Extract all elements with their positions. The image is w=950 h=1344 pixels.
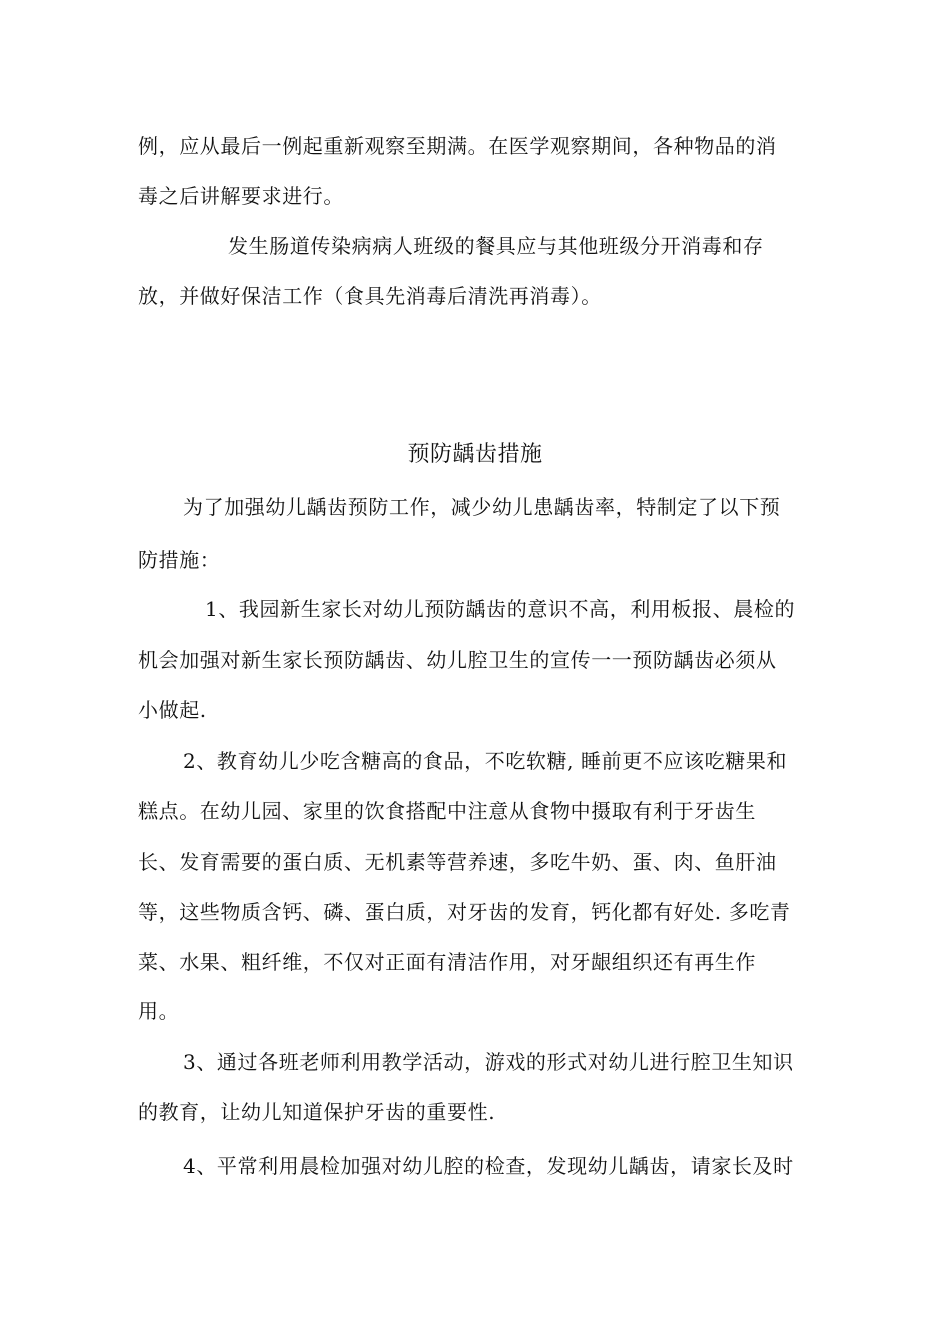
item-2-line: 糕点。在幼儿园、家里的饮食搭配中注意从食物中摄取有利于牙齿生: [138, 799, 756, 823]
intro-line: 为了加强幼儿龋齿预防工作，减少幼儿患龋齿率，特制定了以下预: [183, 495, 781, 519]
item-1-line: 1、我园新生家长对幼儿预防龋齿的意识不高，利用板报、晨检的: [205, 597, 796, 621]
body-text-line: 例，应从最后一例起重新观察至期满。在医学观察期间，各种物品的消: [138, 134, 777, 158]
intro-line: 防措施：: [138, 548, 221, 572]
body-text-line: 放，并做好保洁工作（食具先消毒后清洗再消毒）。: [138, 284, 602, 308]
body-text-line: 发生肠道传染病病人班级的餐具应与其他班级分开消毒和存: [228, 234, 764, 258]
item-1-line: 机会加强对新生家长预防龋齿、幼儿腔卫生的宣传一一预防龋齿必须从: [138, 648, 777, 672]
item-1-line: 小做起.: [138, 698, 207, 722]
section-title: 预防龋齿措施: [407, 442, 543, 467]
item-4-line: 4、平常利用晨检加强对幼儿腔的检查，发现幼儿龋齿，请家长及时: [183, 1154, 794, 1178]
item-2-line: 长、发育需要的蛋白质、无机素等营养速，多吃牛奶、蛋、肉、鱼肝油: [138, 850, 777, 874]
item-3-line: 3、通过各班老师利用教学活动，游戏的形式对幼儿进行腔卫生知识: [183, 1050, 794, 1074]
item-2-line: 菜、水果、粗纤维，不仅对正面有清洁作用，对牙龈组织还有再生作: [138, 950, 756, 974]
item-2-line: 用。: [138, 999, 180, 1023]
item-2-line: 2、教育幼儿少吃含糖高的食品，不吃软糖, 睡前更不应该吃糖果和: [183, 749, 788, 773]
body-text-line: 毒之后讲解要求进行。: [138, 184, 344, 208]
item-2-line: 等，这些物质含钙、磷、蛋白质，对牙齿的发育，钙化都有好处. 多吃青: [138, 900, 791, 924]
item-3-line: 的教育，让幼儿知道保护牙齿的重要性.: [138, 1100, 496, 1124]
